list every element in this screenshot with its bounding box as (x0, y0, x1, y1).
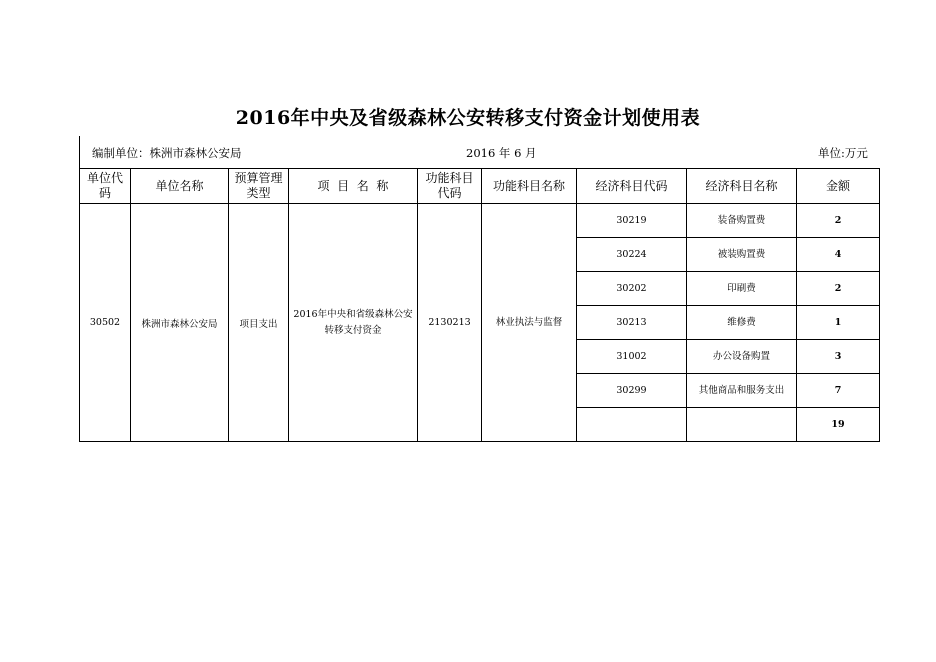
function-code-cell: 2130213 (418, 204, 482, 442)
unit-code-cell: 30502 (80, 204, 131, 442)
header-function-name: 功能科目名称 (482, 169, 577, 204)
economic-name-cell: 办公设备购置 (687, 340, 797, 374)
economic-name-cell: 维修费 (687, 306, 797, 340)
table-row (80, 204, 880, 238)
amount-cell: 1 (797, 306, 880, 340)
amount-cell: 3 (797, 340, 880, 374)
measure-unit: 单位:万元 (818, 146, 868, 160)
budget-type-cell: 项目支出 (229, 204, 289, 442)
header-economic-name: 经济科目名称 (687, 169, 797, 204)
amount-cell: 2 (797, 272, 880, 306)
amount-cell: 4 (797, 238, 880, 272)
total-name-cell (687, 408, 797, 442)
fund-plan-table (79, 168, 880, 442)
total-code-cell (577, 408, 687, 442)
header-unit-name: 单位名称 (131, 169, 229, 204)
unit-name-cell: 株洲市森林公安局 (131, 204, 229, 442)
total-amount-cell: 19 (797, 408, 880, 442)
header-economic-code: 经济科目代码 (577, 169, 687, 204)
economic-name-cell: 其他商品和服务支出 (687, 374, 797, 408)
header-project-name: 项 目 名 称 (289, 169, 418, 204)
header-unit-code: 单位代码 (80, 169, 131, 204)
header-function-code: 功能科目代码 (418, 169, 482, 204)
economic-code-cell: 31002 (577, 340, 687, 374)
amount-cell: 7 (797, 374, 880, 408)
economic-code-cell: 30202 (577, 272, 687, 306)
economic-code-cell: 30219 (577, 204, 687, 238)
economic-name-cell: 被装购置费 (687, 238, 797, 272)
amount-cell: 2 (797, 204, 880, 238)
header-budget-type: 预算管理类型 (229, 169, 289, 204)
header-amount: 金额 (797, 169, 880, 204)
function-name-cell: 林业执法与监督 (482, 204, 577, 442)
economic-code-cell: 30213 (577, 306, 687, 340)
economic-name-cell: 印刷费 (687, 272, 797, 306)
header-row (80, 169, 880, 204)
project-name-cell: 2016年中央和省级森林公安转移支付资金 (289, 204, 418, 442)
page-title: 2016年中央及省级森林公安转移支付资金计划使用表 (235, 107, 701, 129)
economic-name-cell: 装备购置费 (687, 204, 797, 238)
report-date: 2016 年 6 月 (466, 146, 537, 160)
economic-code-cell: 30299 (577, 374, 687, 408)
compiler-unit: 编制单位：株洲市森林公安局 (92, 146, 242, 160)
economic-code-cell: 30224 (577, 238, 687, 272)
